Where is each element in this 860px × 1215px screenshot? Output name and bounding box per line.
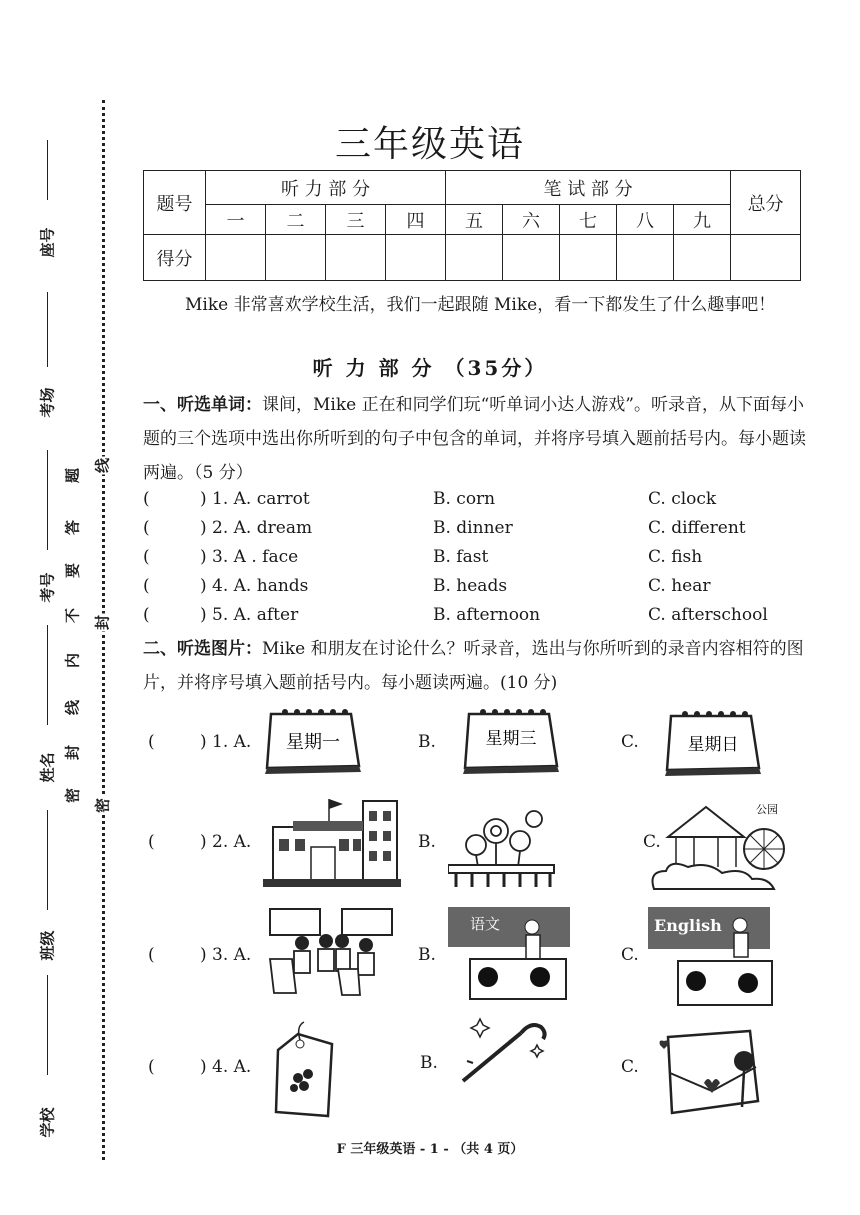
q1-option-c[interactable]: C. clock (648, 489, 717, 509)
q1-option-b[interactable]: B. heads (433, 576, 508, 596)
score-cell[interactable] (503, 235, 560, 281)
listening-section-heading: 听 力 部 分 （35分） (312, 356, 548, 380)
total-header: 总分 (731, 171, 801, 235)
q1-option-a[interactable]: ) 3. A . face (200, 547, 299, 567)
name-label: 姓名 (38, 752, 57, 783)
q2-option-c-label[interactable]: C. (621, 945, 639, 965)
students-group-image[interactable] (266, 907, 396, 999)
q1-option-b[interactable]: B. afternoon (433, 605, 541, 625)
part-numeral: 三 (326, 205, 386, 235)
q2-option-c-label[interactable]: C. (621, 1057, 639, 1077)
seal-char: 内 (63, 653, 82, 669)
answer-paren-open: ( (148, 1057, 155, 1077)
seal-char: 答 (63, 520, 82, 536)
score-cell[interactable] (617, 235, 674, 281)
q2-option-b-label[interactable]: B. (418, 832, 436, 852)
answer-paren-open: ( (143, 489, 150, 509)
listening-header: 听 力 部 分 (206, 171, 446, 205)
q2-item-row (143, 702, 803, 812)
answer-paren-open: ( (148, 832, 155, 852)
q2-option-a-label[interactable]: ) 3. A. (200, 945, 252, 965)
q1-option-a[interactable]: ) 4. A. hands (200, 576, 309, 596)
score-table (143, 170, 801, 281)
q2-option-b-label[interactable]: B. (420, 1053, 438, 1073)
q1-option-c[interactable]: C. different (648, 518, 746, 538)
answer-paren-open: ( (148, 732, 155, 752)
q2-option-b-label[interactable]: B. (418, 732, 436, 752)
q1-option-c[interactable]: C. afterschool (648, 605, 768, 625)
q1-item-row (143, 547, 803, 575)
class-label: 班级 (38, 930, 57, 961)
q2-option-b-label[interactable]: B. (418, 945, 436, 965)
board-text: English (654, 916, 722, 935)
part-numeral: 七 (560, 205, 617, 235)
q2-option-c-label[interactable]: C. (621, 732, 639, 752)
question-2-instructions: Mike 和朋友在讨论什么？听录音，选出与你所听到的录音内容相符的图片，并将序号填入题前括号内。每小题读两遍。(10 分) (143, 639, 804, 693)
seal-char: 题 (63, 468, 82, 484)
score-cell[interactable] (206, 235, 266, 281)
score-cell[interactable] (731, 235, 801, 281)
candy-cane-wand-image[interactable] (453, 1015, 553, 1087)
exam-number-label: 考号 (38, 572, 57, 603)
score-cell[interactable] (674, 235, 731, 281)
school-label: 学校 (38, 1107, 57, 1138)
q1-item-row (143, 489, 803, 517)
flower-garden-image[interactable] (448, 797, 558, 889)
answer-paren-open: ( (143, 576, 150, 596)
q2-item-row (143, 1015, 803, 1125)
q2-option-a-label[interactable]: ) 2. A. (200, 832, 252, 852)
q1-item-row (143, 518, 803, 546)
q2-item-row (143, 797, 803, 907)
question-1-instructions: 课间，Mike 正在和同学们玩“听单词小达人游戏”。听录音，从下面每小题的三个选项中选出你所听到的句子中包含的单词，并将序号填入题前括号内。每小题读两遍。（5 分） (143, 395, 806, 483)
chinese-class-image[interactable] (448, 907, 574, 1007)
q1-option-b[interactable]: B. corn (433, 489, 496, 509)
score-cell[interactable] (560, 235, 617, 281)
calendar-monday-image[interactable] (263, 702, 363, 774)
q1-option-c[interactable]: C. fish (648, 547, 703, 567)
seat-number-label: 座号 (38, 227, 57, 258)
seal-char: 不 (63, 608, 82, 624)
class-line (47, 810, 48, 910)
part-numeral: 四 (386, 205, 446, 235)
score-cell[interactable] (386, 235, 446, 281)
answer-paren-open: ( (143, 547, 150, 567)
q1-option-c[interactable]: C. hear (648, 576, 711, 596)
question-number-header: 题号 (144, 171, 206, 235)
q2-option-c-label[interactable]: C. (643, 832, 661, 852)
page-title: 三年级英语 (334, 124, 525, 165)
school-building-image[interactable] (263, 797, 401, 889)
answer-paren-open: ( (148, 945, 155, 965)
english-class-image[interactable] (648, 907, 774, 1011)
seal-char: 密 (63, 788, 82, 804)
seal-char: 封 (63, 745, 82, 761)
seal-char: 密 (93, 798, 112, 814)
name-line (47, 625, 48, 725)
score-cell[interactable] (446, 235, 503, 281)
q1-item-row (143, 576, 803, 604)
q2-item-row (143, 905, 803, 1015)
exam-number-line (47, 450, 48, 550)
q1-option-a[interactable]: ) 1. A. carrot (200, 489, 310, 509)
park-image[interactable] (648, 797, 798, 897)
intro-text: Mike 非常喜欢学校生活，我们一起跟随 Mike，看一下都发生了什么趣事吧！ (185, 295, 776, 315)
score-cell[interactable] (266, 235, 326, 281)
seal-char: 要 (63, 563, 82, 579)
love-letter-image[interactable] (658, 1017, 778, 1117)
gift-tag-card-image[interactable] (268, 1020, 338, 1122)
calendar-text: 星期三 (485, 729, 537, 749)
board-text: 语文 (470, 915, 501, 933)
q1-option-a[interactable]: ) 2. A. dream (200, 518, 313, 538)
question-1-header (143, 388, 808, 490)
question-2-number: 二、听选图片： (143, 639, 262, 659)
answer-paren-open: ( (143, 605, 150, 625)
park-sign: 公园 (756, 803, 778, 816)
part-numeral: 五 (446, 205, 503, 235)
part-numeral: 一 (206, 205, 266, 235)
q2-option-a-label[interactable]: ) 1. A. (200, 732, 252, 752)
calendar-text: 星期日 (687, 735, 739, 755)
school-line (47, 975, 48, 1075)
part-numeral: 六 (503, 205, 560, 235)
score-row-header: 得分 (144, 235, 206, 281)
q1-item-row (143, 605, 803, 633)
part-numeral: 八 (617, 205, 674, 235)
seal-char: 线 (63, 700, 82, 716)
q1-option-b[interactable]: B. fast (433, 547, 489, 567)
calendar-wednesday-image[interactable] (461, 702, 561, 774)
question-1-number: 一、听选单词： (143, 395, 262, 415)
score-cell[interactable] (326, 235, 386, 281)
part-numeral: 二 (266, 205, 326, 235)
page-footer: F 三年级英语 - 1 - （共 4 页） (336, 1142, 524, 1157)
writing-header: 笔 试 部 分 (446, 171, 731, 205)
q2-option-a-label[interactable]: ) 4. A. (200, 1057, 252, 1077)
seal-char: 封 (93, 615, 112, 631)
question-2-header (143, 632, 808, 700)
exam-room-label: 考场 (38, 387, 57, 418)
calendar-sunday-image[interactable] (663, 704, 763, 776)
seal-char: 线 (93, 458, 112, 474)
q1-option-b[interactable]: B. dinner (433, 518, 513, 538)
answer-paren-open: ( (143, 518, 150, 538)
calendar-text: 星期一 (286, 732, 340, 753)
part-numeral: 九 (674, 205, 731, 235)
q1-option-a[interactable]: ) 5. A. after (200, 605, 299, 625)
